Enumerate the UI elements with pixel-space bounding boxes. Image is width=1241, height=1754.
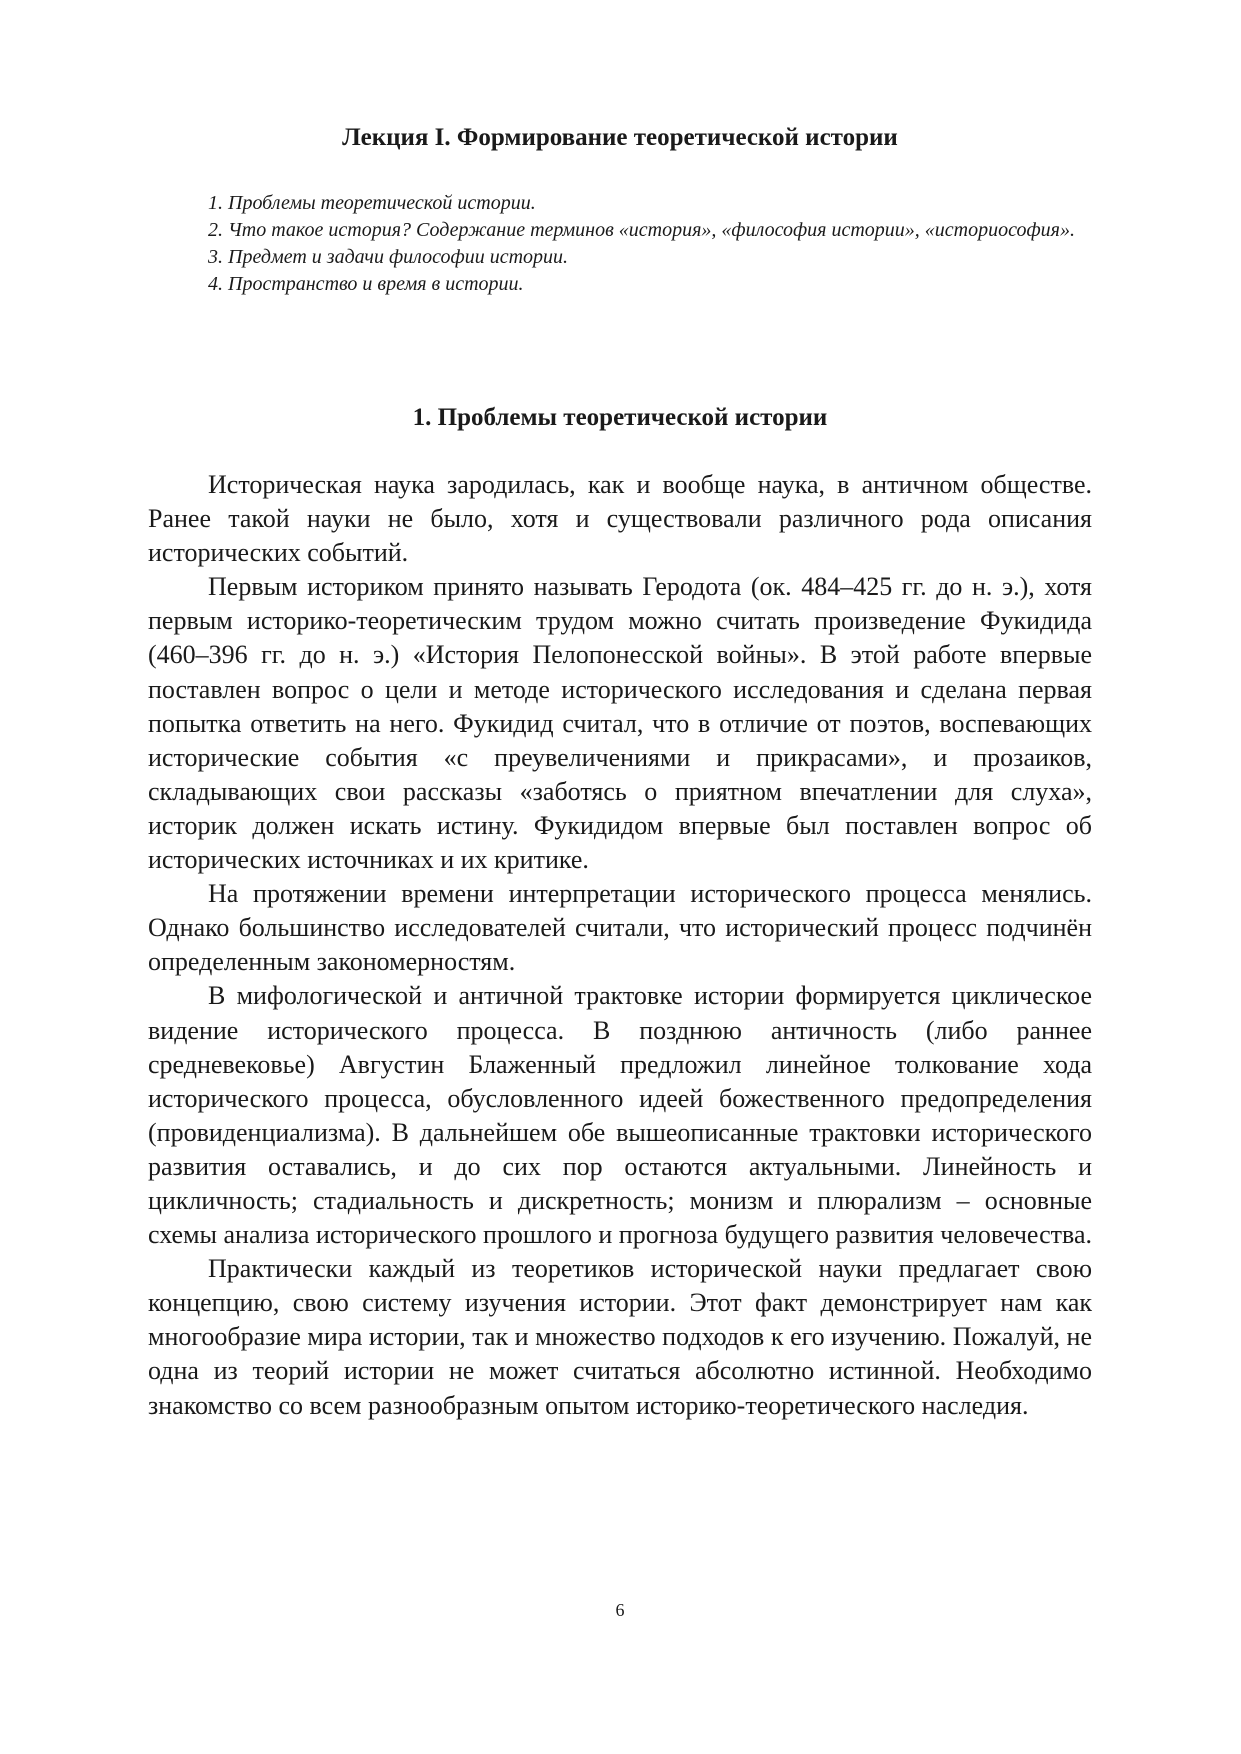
outline-item: 4. Пространство и время в истории. — [208, 273, 524, 295]
paragraph: Первым историком принято называть Геродота (ок. 484–425 гг. до н. э.), хотя первым историко-теоретическим трудом можно считать произведение Фукидида (460–396 гг. до н. э.) «История Пелопонесской войны». В этой работе впервые поставлен вопрос о цели и методе исторического исследования и сделана первая попытка ответить на него. Фукидид считал, что в отличие от поэтов, воспевающих исторические события «с преувеличениями и прикрасами», и прозаиков, складывающих свои рассказы «заботясь о приятном впечатлении для слуха», историк должен искать истину. Фукидидом впервые был поставлен вопрос об исторических источниках и их критике. — [148, 572, 1092, 875]
paragraph: На протяжении времени интерпретации исторического процесса менялись. Однако большинство исследователей считали, что исторический процесс подчинён определенным закономерностям. — [148, 879, 1092, 977]
paragraph: Практически каждый из теоретиков исторической науки предлагает свою концепцию, свою систему изучения истории. Этот факт демонстрирует нам как многообразие мира истории, так и множество подходов к его изучению. Пожалуй, не одна из теорий истории не может считаться абсолютно истинной. Необходимо знакомство со всем разнообразным опытом историко-теоретического наследия. — [148, 1254, 1092, 1420]
outline-item: 2. Что такое история? Содержание терминов «история», «философия истории», «историософия». — [208, 219, 1075, 241]
lecture-title: Лекция I. Формирование теоретической истории — [342, 124, 898, 151]
paragraph: В мифологической и античной трактовке истории формируется циклическое видение исторического процесса. В позднюю античность (либо раннее средневековье) Августин Блаженный предложил линейное толкование хода исторического процесса, обусловленного идеей божественного предопределения (провиденциализма). В дальнейшем обе вышеописанные трактовки исторического развития оставались, и до сих пор остаются актуальными. Линейность и цикличность; стадиальность и дискретность; монизм и плюрализм – основные схемы анализа исторического прошлого и прогноза будущего развития человечества. — [148, 981, 1092, 1250]
lecture-outline — [148, 190, 1092, 298]
paragraph: Историческая наука зародилась, как и вообще наука, в античном обществе. Ранее такой науки не было, хотя и существовали различного рода описания исторических событий. — [148, 470, 1092, 568]
outline-item: 3. Предмет и задачи философии истории. — [208, 246, 569, 268]
page-number: 6 — [615, 1600, 625, 1620]
body-text — [148, 468, 1092, 1423]
outline-item: 1. Проблемы теоретической истории. — [208, 192, 536, 214]
section-title: 1. Проблемы теоретической истории — [412, 404, 828, 431]
